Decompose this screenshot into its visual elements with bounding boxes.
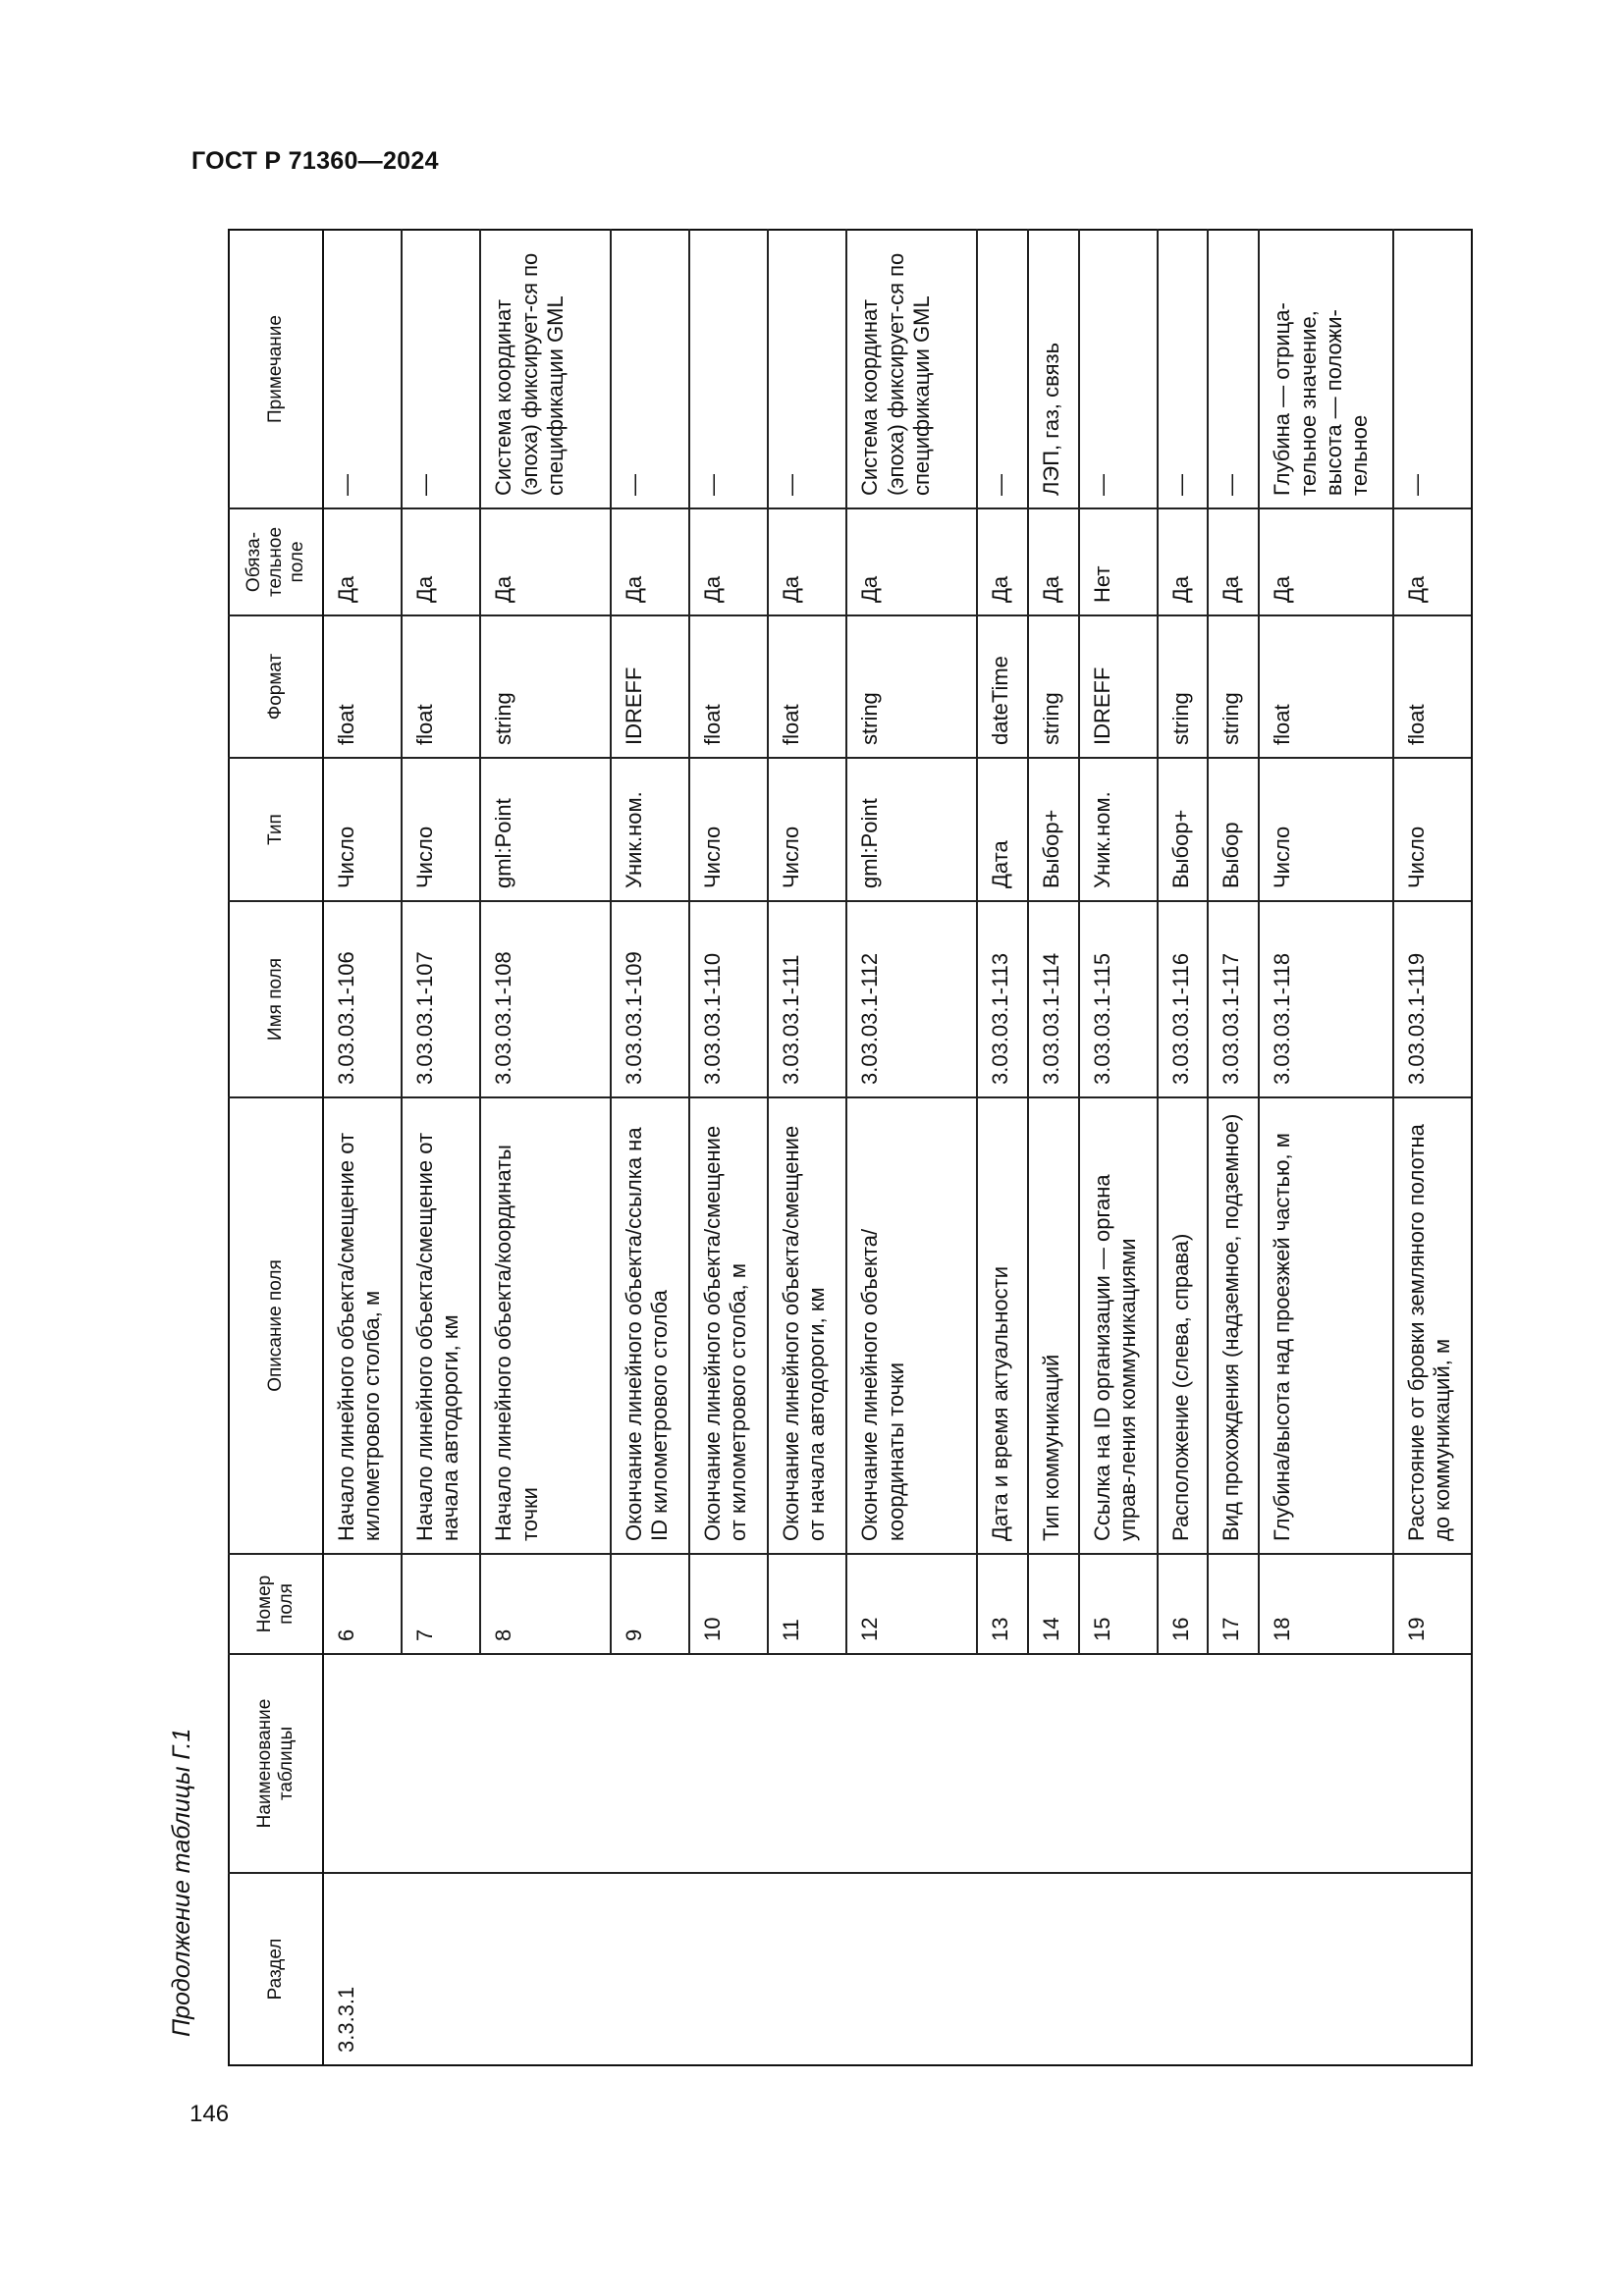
required-cell: Да	[1158, 508, 1209, 615]
format-cell: float	[323, 615, 402, 758]
col-header-description: Описание поля	[229, 1097, 323, 1554]
description-cell: Глубина/высота над проезжей частью, м	[1259, 1097, 1393, 1554]
format-cell: float	[1259, 615, 1393, 758]
format-cell: string	[480, 615, 611, 758]
note-cell: ЛЭП, газ, связь	[1028, 230, 1079, 508]
description-cell: Окончание линейного объекта/координаты точки	[846, 1097, 977, 1554]
note-cell: —	[977, 230, 1028, 508]
required-cell: Да	[1208, 508, 1259, 615]
format-cell: float	[1393, 615, 1472, 758]
required-cell: Да	[323, 508, 402, 615]
field-number-cell: 11	[768, 1554, 846, 1654]
required-cell: Да	[689, 508, 768, 615]
document-header: ГОСТ Р 71360—2024	[191, 147, 439, 175]
description-cell: Тип коммуникаций	[1028, 1097, 1079, 1554]
field-name-cell: 3.03.03.1-108	[480, 901, 611, 1097]
note-cell: —	[1393, 230, 1472, 508]
required-cell: Да	[480, 508, 611, 615]
required-cell: Да	[846, 508, 977, 615]
col-header-required: Обяза-тельное поле	[229, 508, 323, 615]
col-header-type: Тип	[229, 758, 323, 901]
field-name-cell: 3.03.03.1-118	[1259, 901, 1393, 1097]
format-cell: string	[1158, 615, 1209, 758]
type-cell: Выбор	[1208, 758, 1259, 901]
format-cell: IDREFF	[611, 615, 689, 758]
data-table	[228, 229, 1473, 2066]
note-cell: —	[611, 230, 689, 508]
note-cell: —	[1208, 230, 1259, 508]
type-cell: Уник.ном.	[1079, 758, 1158, 901]
note-cell: —	[323, 230, 402, 508]
format-cell: string	[1208, 615, 1259, 758]
required-cell: Да	[1028, 508, 1079, 615]
required-cell: Да	[1393, 508, 1472, 615]
table-header-row	[229, 230, 323, 2065]
field-number-cell: 10	[689, 1554, 768, 1654]
description-cell: Расположение (слева, справа)	[1158, 1097, 1209, 1554]
note-cell: —	[768, 230, 846, 508]
field-name-cell: 3.03.03.1-110	[689, 901, 768, 1097]
rotated-table-container	[228, 231, 1473, 2066]
format-cell: string	[1028, 615, 1079, 758]
field-name-cell: 3.03.03.1-109	[611, 901, 689, 1097]
type-cell: Число	[768, 758, 846, 901]
required-cell: Да	[977, 508, 1028, 615]
field-name-cell: 3.03.03.1-111	[768, 901, 846, 1097]
description-cell: Расстояние от бровки земляного полотна до коммуникаций, м	[1393, 1097, 1472, 1554]
field-number-cell: 16	[1158, 1554, 1209, 1654]
required-cell: Да	[611, 508, 689, 615]
field-number-cell: 6	[323, 1554, 402, 1654]
type-cell: Дата	[977, 758, 1028, 901]
field-name-cell: 3.03.03.1-113	[977, 901, 1028, 1097]
note-cell: Система координат (эпоха) фиксирует-ся по спецификации GML	[846, 230, 977, 508]
note-cell: —	[689, 230, 768, 508]
format-cell: string	[846, 615, 977, 758]
field-number-cell: 14	[1028, 1554, 1079, 1654]
note-cell: —	[402, 230, 480, 508]
field-number-cell: 7	[402, 1554, 480, 1654]
format-cell: IDREFF	[1079, 615, 1158, 758]
note-cell: —	[1079, 230, 1158, 508]
type-cell: Число	[1393, 758, 1472, 901]
field-name-cell: 3.03.03.1-117	[1208, 901, 1259, 1097]
required-cell: Да	[768, 508, 846, 615]
col-header-note: Примечание	[229, 230, 323, 508]
table-body	[323, 230, 1472, 2065]
field-name-cell: 3.03.03.1-106	[323, 901, 402, 1097]
type-cell: Число	[402, 758, 480, 901]
field-name-cell: 3.03.03.1-114	[1028, 901, 1079, 1097]
field-number-cell: 18	[1259, 1554, 1393, 1654]
field-name-cell: 3.03.03.1-112	[846, 901, 977, 1097]
col-header-table-name: Наименование таблицы	[229, 1654, 323, 1873]
table-name-cell	[323, 1654, 1472, 1873]
field-name-cell: 3.03.03.1-116	[1158, 901, 1209, 1097]
type-cell: gml:Point	[846, 758, 977, 901]
format-cell: dateTime	[977, 615, 1028, 758]
description-cell: Начало линейного объекта/смещение от начала автодороги, км	[402, 1097, 480, 1554]
col-header-field-number: Номер поля	[229, 1554, 323, 1654]
type-cell: Число	[689, 758, 768, 901]
field-name-cell: 3.03.03.1-119	[1393, 901, 1472, 1097]
note-cell: Система координат (эпоха) фиксирует-ся по спецификации GML	[480, 230, 611, 508]
description-cell: Дата и время актуальности	[977, 1097, 1028, 1554]
field-number-cell: 17	[1208, 1554, 1259, 1654]
description-cell: Вид прохождения (надземное, подземное)	[1208, 1097, 1259, 1554]
col-header-format: Формат	[229, 615, 323, 758]
description-cell: Окончание линейного объекта/смещение от километрового столба, м	[689, 1097, 768, 1554]
type-cell: Выбор+	[1158, 758, 1209, 901]
description-cell: Ссылка на ID организации — органа управ-ления коммуникациями	[1079, 1097, 1158, 1554]
description-cell: Окончание линейного объекта/ссылка на ID километрового столба	[611, 1097, 689, 1554]
type-cell: Число	[323, 758, 402, 901]
field-number-cell: 15	[1079, 1554, 1158, 1654]
field-name-cell: 3.03.03.1-107	[402, 901, 480, 1097]
type-cell: Число	[1259, 758, 1393, 901]
description-cell: Начало линейного объекта/координаты точки	[480, 1097, 611, 1554]
type-cell: Уник.ном.	[611, 758, 689, 901]
field-number-cell: 13	[977, 1554, 1028, 1654]
field-name-cell: 3.03.03.1-115	[1079, 901, 1158, 1097]
field-number-cell: 12	[846, 1554, 977, 1654]
note-cell: Глубина — отрица-тельное значение, высота — положи-тельное	[1259, 230, 1393, 508]
format-cell: float	[768, 615, 846, 758]
description-cell: Начало линейного объекта/смещение от километрового столба, м	[323, 1097, 402, 1554]
note-cell: —	[1158, 230, 1209, 508]
table-row	[323, 230, 402, 2065]
field-number-cell: 9	[611, 1554, 689, 1654]
field-number-cell: 8	[480, 1554, 611, 1654]
table-caption: Продолжение таблицы Г.1	[168, 1728, 195, 2037]
type-cell: Выбор+	[1028, 758, 1079, 901]
col-header-section: Раздел	[229, 1873, 323, 2065]
format-cell: float	[402, 615, 480, 758]
required-cell: Да	[402, 508, 480, 615]
required-cell: Да	[1259, 508, 1393, 615]
page-number: 146	[189, 2101, 230, 2127]
col-header-field-name: Имя поля	[229, 901, 323, 1097]
description-cell: Окончание линейного объекта/смещение от начала автодороги, км	[768, 1097, 846, 1554]
type-cell: gml:Point	[480, 758, 611, 901]
section-cell: 3.3.3.1	[323, 1873, 1472, 2065]
format-cell: float	[689, 615, 768, 758]
required-cell: Нет	[1079, 508, 1158, 615]
field-number-cell: 19	[1393, 1554, 1472, 1654]
